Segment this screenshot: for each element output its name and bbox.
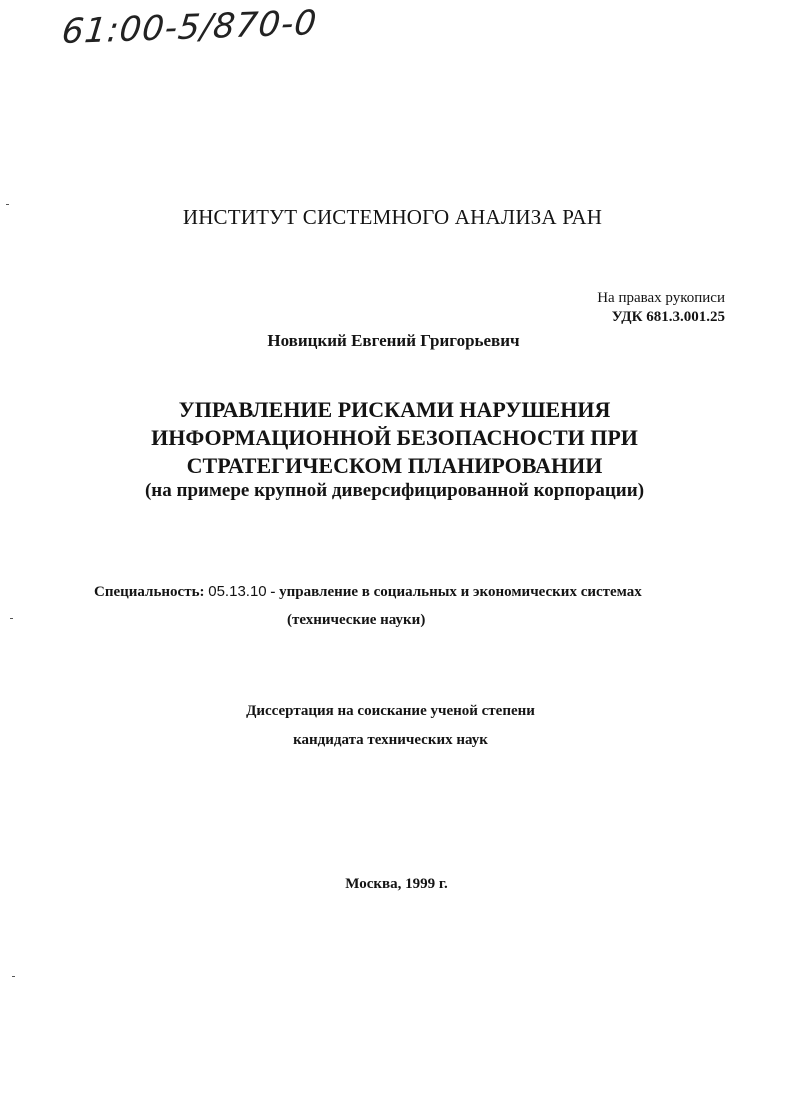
dissertation-subtitle: (на примере крупной диверсифицированной корпорации) (144, 480, 645, 501)
specialty-note: (технические науки) (287, 612, 426, 628)
dissertation-degree-line-1: Диссертация на соискание ученой степени (246, 703, 535, 719)
institute-name: ИНСТИТУТ СИСТЕМНОГО АНАЛИЗА РАН (182, 205, 603, 229)
specialty-code: 05.13.10 (208, 583, 267, 600)
scan-speck (6, 204, 9, 205)
scan-speck (12, 976, 15, 977)
city-year: Москва, 1999 г. (345, 876, 448, 892)
dissertation-title (0, 396, 793, 480)
specialty-label: Специальность: (94, 584, 205, 600)
rights-note: На правах рукописи (597, 290, 725, 306)
scan-speck (10, 618, 13, 619)
title-line-3: СТРАТЕГИЧЕСКОМ ПЛАНИРОВАНИИ (186, 453, 603, 478)
handwritten-archive-code: 61:00-5/870-0 (59, 3, 320, 53)
title-line-1: УПРАВЛЕНИЕ РИСКАМИ НАРУШЕНИЯ (178, 397, 611, 422)
author-name: Новицкий Евгений Григорьевич (267, 331, 520, 350)
udk-code: УДК 681.3.001.25 (611, 309, 725, 325)
specialty-line (94, 583, 642, 601)
dissertation-degree-line-2: кандидата технических наук (293, 732, 488, 748)
rights-block (597, 289, 725, 327)
title-line-2: ИНФОРМАЦИОННОЙ БЕЗОПАСНОСТИ ПРИ (151, 425, 638, 450)
specialty-description: - управление в социальных и экономических системах (270, 584, 642, 600)
